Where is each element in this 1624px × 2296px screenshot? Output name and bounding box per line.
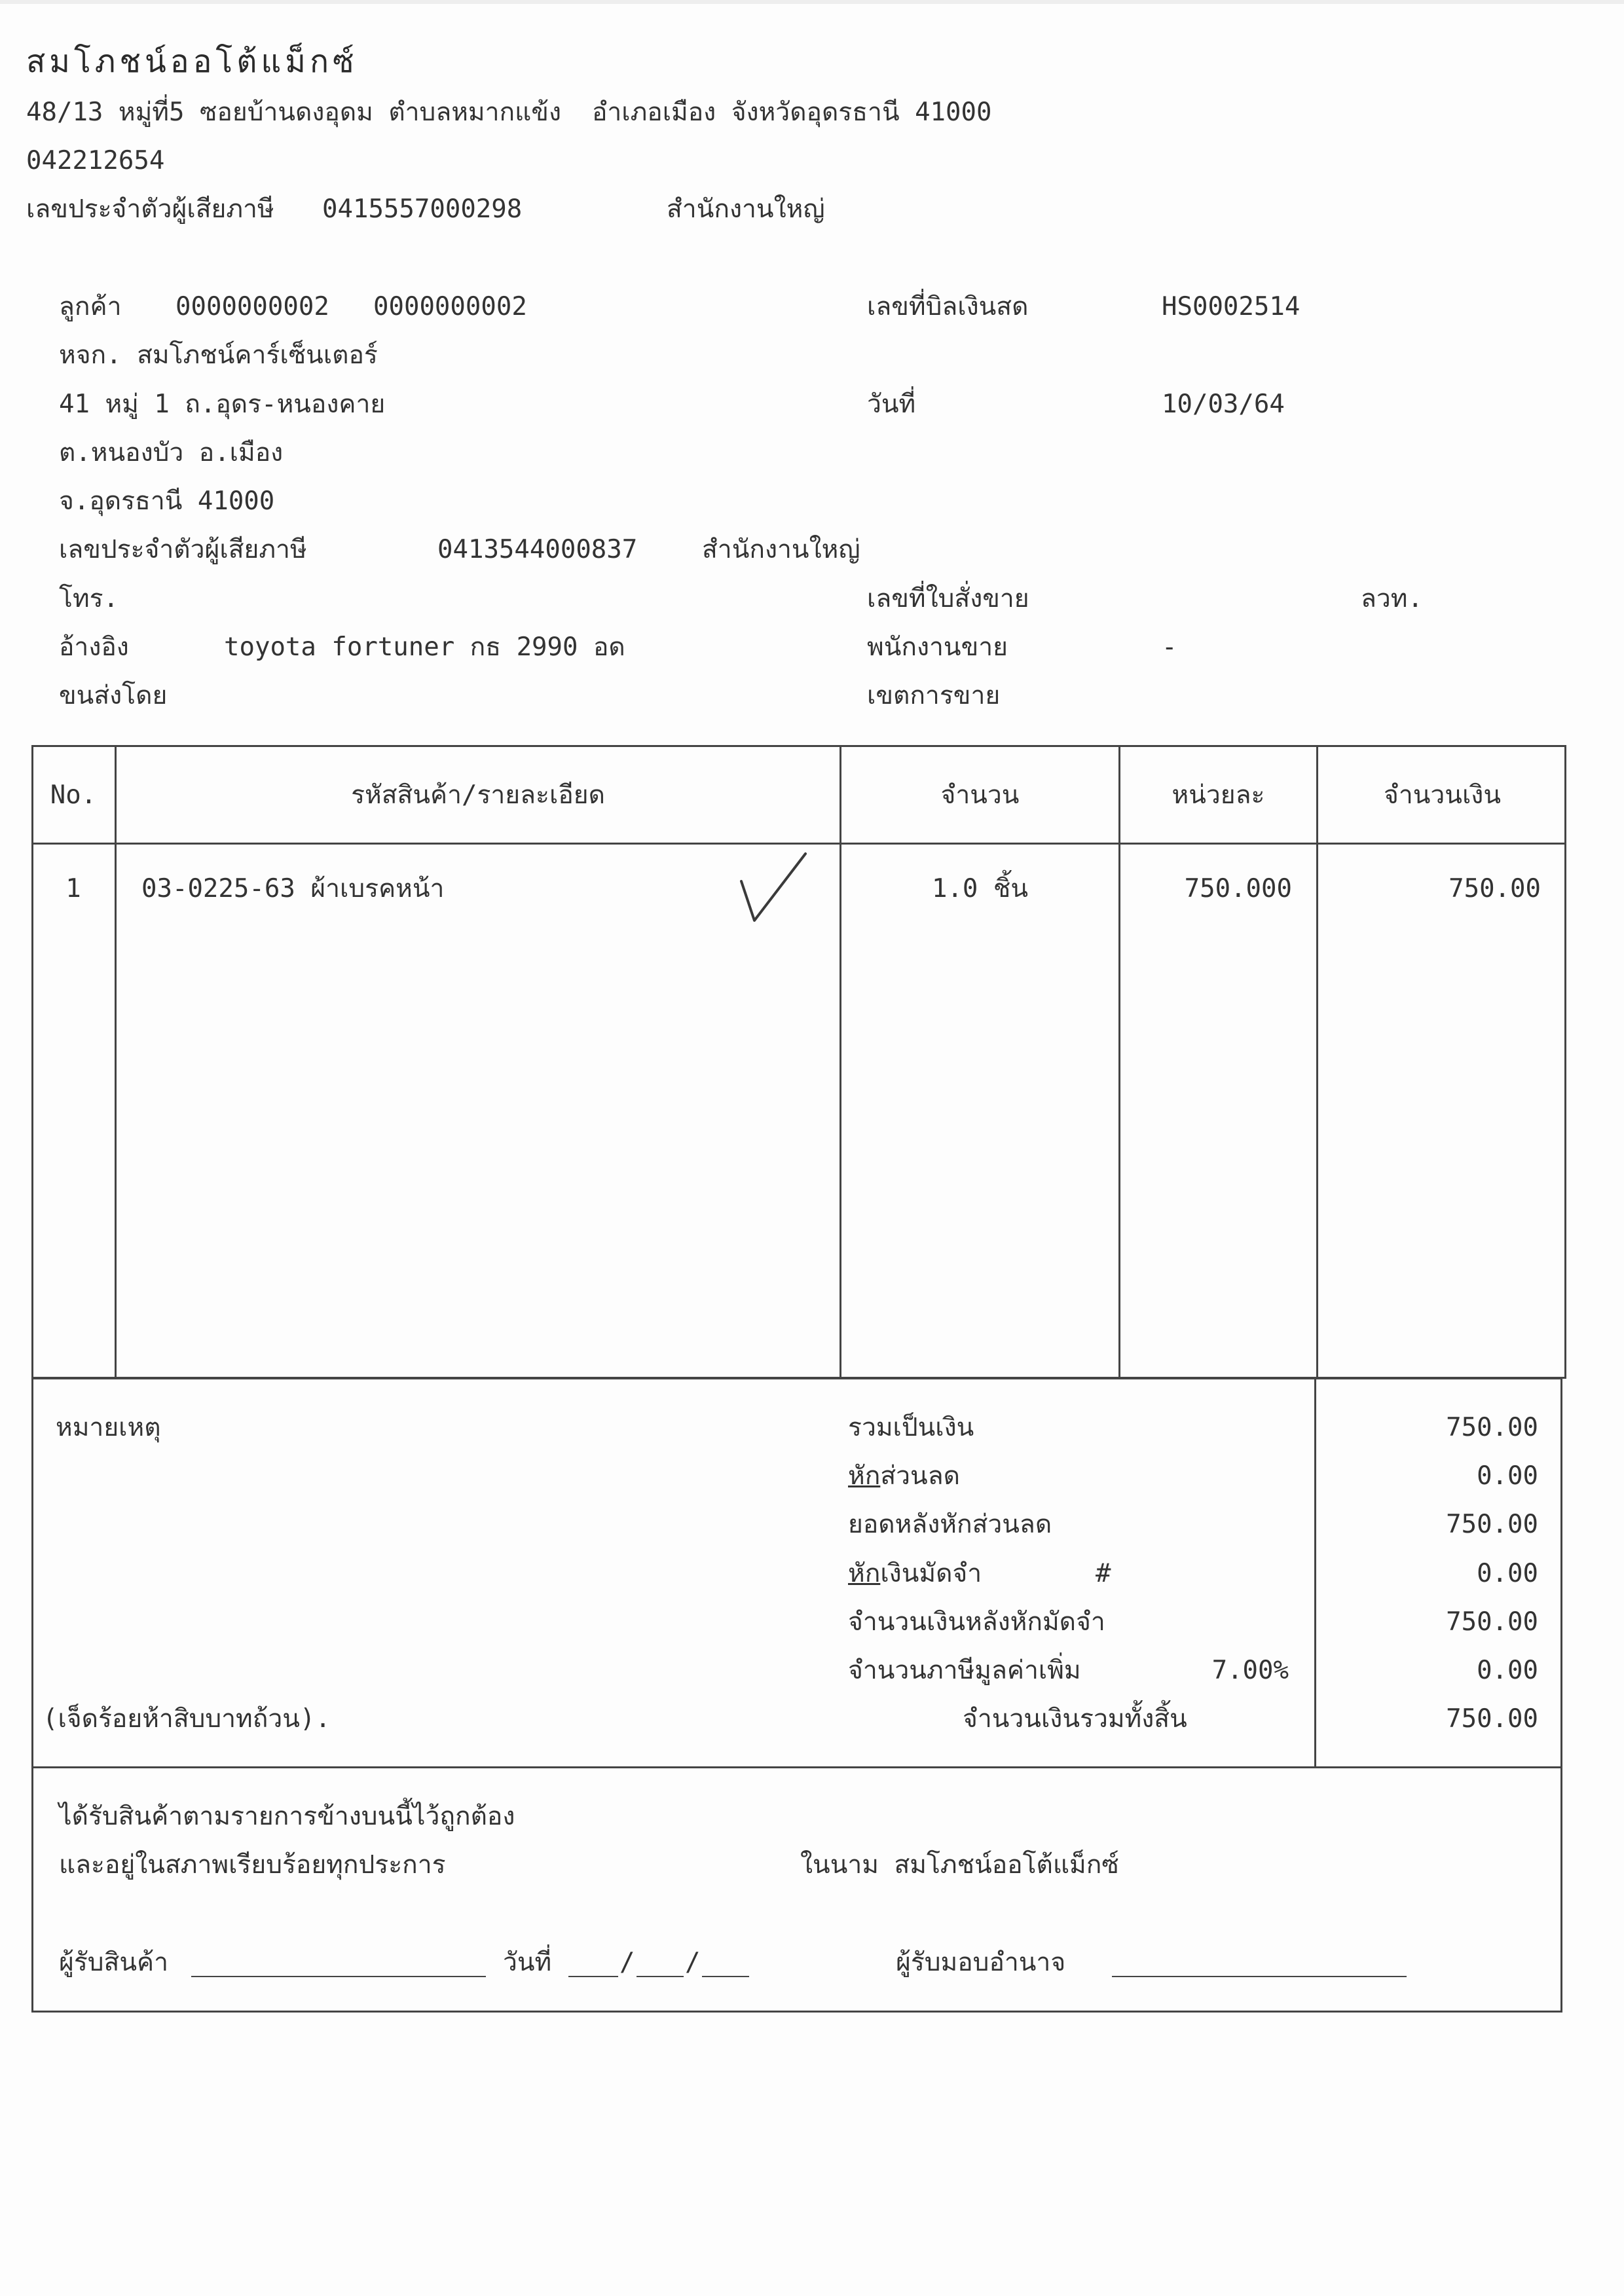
customer-name: หจก. สมโภชน์คาร์เซ็นเตอร์ — [59, 340, 378, 370]
grand-total-value: 750.00 — [1446, 1704, 1538, 1734]
order-tag: ลวท. — [1361, 584, 1423, 613]
reference-label: อ้างอิง — [59, 632, 129, 662]
col-divider-2 — [840, 745, 841, 1379]
on-behalf-of: ในนาม สมโภชน์ออโต้แม็กซ์ — [800, 1850, 1119, 1880]
salesperson-label: พนักงานขาย — [867, 632, 1008, 662]
total-label: รวมเป็นเงิน — [848, 1413, 974, 1442]
col-divider-1 — [115, 745, 117, 1379]
company-phone: 042212654 — [26, 146, 165, 175]
checkmark-icon — [733, 848, 812, 927]
deposit-label — [848, 1561, 982, 1586]
vat-label: จำนวนภาษีมูลค่าเพิ่ม — [848, 1656, 1081, 1685]
reference-value: toyota fortuner กธ 2990 อด — [224, 632, 625, 662]
col-header-description: รหัสสินค้า/รายละเอียด — [351, 780, 605, 810]
customer-code-2: 0000000002 — [373, 292, 527, 321]
discount-value: 0.00 — [1477, 1461, 1538, 1491]
customer-address-1: 41 หมู่ 1 ถ.อุดร-หนองคาย — [59, 390, 386, 419]
date-value: 10/03/64 — [1162, 390, 1285, 419]
col-header-amount: จำนวนเงิน — [1383, 780, 1501, 810]
company-branch: สำนักงานใหญ่ — [667, 194, 825, 224]
vat-rate: 7.00% — [1211, 1656, 1289, 1685]
customer-branch: สำนักงานใหญ่ — [702, 535, 860, 564]
received-line-2: และอยู่ในสภาพเรียบร้อยทุกประการ — [59, 1850, 446, 1880]
customer-label: ลูกค้า — [59, 292, 122, 321]
deposit-mark: # — [1096, 1559, 1111, 1588]
row-amount: 750.00 — [1449, 874, 1541, 903]
date-day-line — [568, 1976, 618, 1977]
remark-label: หมายเหตุ — [56, 1413, 161, 1442]
after-discount-label: ยอดหลังหักส่วนลด — [848, 1510, 1052, 1539]
col-header-quantity: จำนวน — [940, 780, 1020, 810]
deposit-rest: เงินมัดจำ — [880, 1559, 982, 1588]
summary-divider — [1314, 1377, 1316, 1768]
scan-edge — [0, 0, 1624, 4]
receiver-signature-line — [191, 1976, 486, 1977]
after-deposit-label: จำนวนเงินหลังหักมัดจำ — [848, 1607, 1105, 1637]
after-discount-value: 750.00 — [1446, 1510, 1538, 1539]
shipping-label: ขนส่งโดย — [59, 681, 168, 710]
customer-address-2: ต.หนองบัว อ.เมือง — [59, 438, 284, 467]
items-table — [31, 745, 1566, 1379]
discount-rest: ส่วนลด — [880, 1461, 960, 1491]
deposit-prefix: หัก — [848, 1559, 881, 1588]
received-line-1: ได้รับสินค้าตามรายการข้างบนนี้ไว้ถูกต้อง — [59, 1802, 515, 1831]
col-divider-3 — [1118, 745, 1120, 1379]
customer-code-1: 0000000002 — [175, 292, 329, 321]
col-header-unit-price: หน่วยละ — [1172, 780, 1265, 810]
company-tax-label: เลขประจำตัวผู้เสียภาษี — [26, 194, 274, 224]
date-month-line — [637, 1976, 684, 1977]
customer-tax-label: เลขประจำตัวผู้เสียภาษี — [59, 535, 307, 564]
date-slash-2: / — [685, 1948, 701, 1977]
sales-area-label: เขตการขาย — [867, 681, 1001, 710]
salesperson-value: - — [1162, 632, 1177, 662]
authorized-signature-line — [1112, 1976, 1407, 1977]
company-address: 48/13 หมู่ที่5 ซอยบ้านดงอุดม ตำบลหมากแข้ง อำเภอเมือง จังหวัดอุดรธานี 41000 — [26, 98, 992, 127]
amount-in-words: (เจ็ดร้อยห้าสิบบาทถ้วน). — [43, 1704, 331, 1734]
col-divider-4 — [1316, 745, 1318, 1379]
discount-label — [848, 1463, 960, 1489]
customer-tax-id: 0413544000837 — [437, 535, 638, 564]
bill-no-label: เลขที่บิลเงินสด — [867, 292, 1029, 321]
authorized-label: ผู้รับมอบอำนาจ — [896, 1948, 1066, 1977]
receiver-label: ผู้รับสินค้า — [59, 1948, 169, 1977]
vat-value: 0.00 — [1477, 1656, 1538, 1685]
total-value: 750.00 — [1446, 1413, 1538, 1442]
row-no: 1 — [65, 874, 81, 903]
discount-prefix: หัก — [848, 1461, 881, 1491]
grand-total-label: จำนวนเงินรวมทั้งสิ้น — [963, 1704, 1187, 1734]
deposit-value: 0.00 — [1477, 1559, 1538, 1588]
after-deposit-value: 750.00 — [1446, 1607, 1538, 1637]
row-description: 03-0225-63 ผ้าเบรคหน้า — [141, 874, 445, 903]
order-no-label: เลขที่ใบสั่งขาย — [867, 584, 1029, 613]
row-unit-price: 750.000 — [1184, 874, 1292, 903]
customer-address-3: จ.อุดรธานี 41000 — [59, 486, 275, 516]
receive-date-label: วันที่ — [503, 1948, 552, 1977]
date-year-line — [702, 1976, 749, 1977]
table-header-divider — [31, 843, 1566, 845]
customer-phone-label: โทร. — [59, 584, 119, 613]
date-slash-1: / — [619, 1948, 635, 1977]
bill-no: HS0002514 — [1162, 292, 1301, 321]
date-label: วันที่ — [867, 390, 916, 419]
col-header-no: No. — [50, 780, 97, 810]
company-tax-id: 0415557000298 — [322, 194, 523, 224]
company-name: สมโภชน์ออโต้แม็กซ์ — [26, 43, 358, 80]
row-quantity: 1.0 ชิ้น — [931, 874, 1029, 903]
